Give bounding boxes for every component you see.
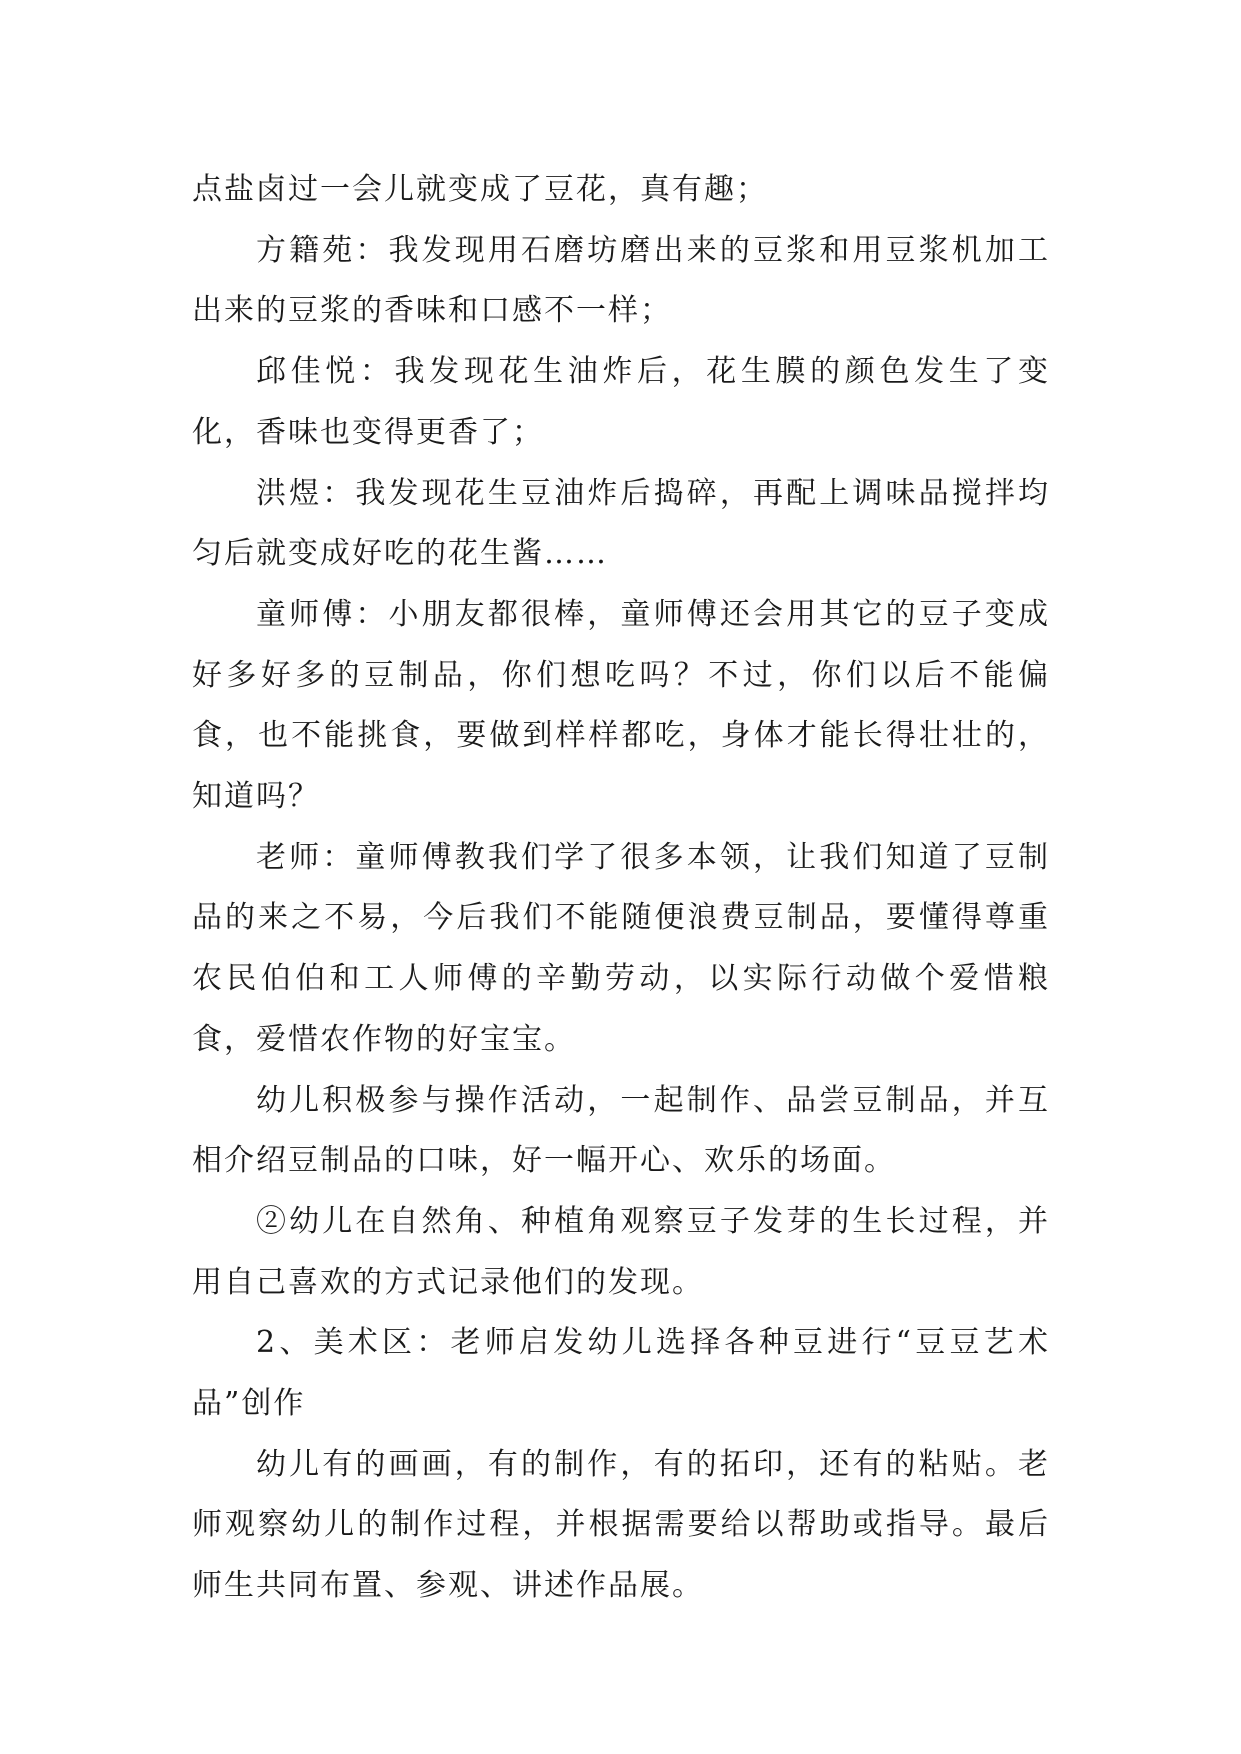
paragraph-art-area-heading: 2、美术区：老师启发幼儿选择各种豆进行“豆豆艺术品”创作 — [192, 1325, 1050, 1422]
paragraph-nature-corner: ②幼儿在自然角、种植角观察豆子发芽的生长过程，并用自己喜欢的方式记录他们的发现。 — [192, 1203, 1050, 1300]
paragraph-children-activity: 幼儿积极参与操作活动，一起制作、品尝豆制品，并互相介绍豆制品的口味，好一幅开心、欢乐的场面。 — [192, 1082, 1050, 1179]
paragraph-continuation: 点盐卤过一会儿就变成了豆花，真有趣； — [192, 172, 768, 207]
paragraph-master-tong: 童师傅：小朋友都很棒，童师傅还会用其它的豆子变成好多好多的豆制品，你们想吃吗？不过，你们以后不能偏食，也不能挑食，要做到样样都吃，身体才能长得壮壮的，知道吗？ — [192, 596, 1050, 815]
paragraph-fang-jiyuan: 方籍苑：我发现用石磨坊磨出来的豆浆和用豆浆机加工出来的豆浆的香味和口感不一样； — [192, 232, 1050, 329]
document-body — [192, 160, 1050, 1617]
paragraph-hong-yu: 洪煜：我发现花生豆油炸后捣碎，再配上调味品搅拌均匀后就变成好吃的花生酱…… — [192, 475, 1050, 572]
paragraph-art-activity: 幼儿有的画画，有的制作，有的拓印，还有的粘贴。老师观察幼儿的制作过程，并根据需要给以帮助或指导。最后师生共同布置、参观、讲述作品展。 — [192, 1446, 1050, 1604]
paragraph-qiu-jiayue: 邱佳悦：我发现花生油炸后，花生膜的颜色发生了变化，香味也变得更香了； — [192, 354, 1050, 450]
paragraph-teacher: 老师：童师傅教我们学了很多本领，让我们知道了豆制品的来之不易，今后我们不能随便浪费豆制品，要懂得尊重农民伯伯和工人师傅的辛勤劳动，以实际行动做个爱惜粮食，爱惜农作物的好宝宝。 — [192, 839, 1050, 1057]
